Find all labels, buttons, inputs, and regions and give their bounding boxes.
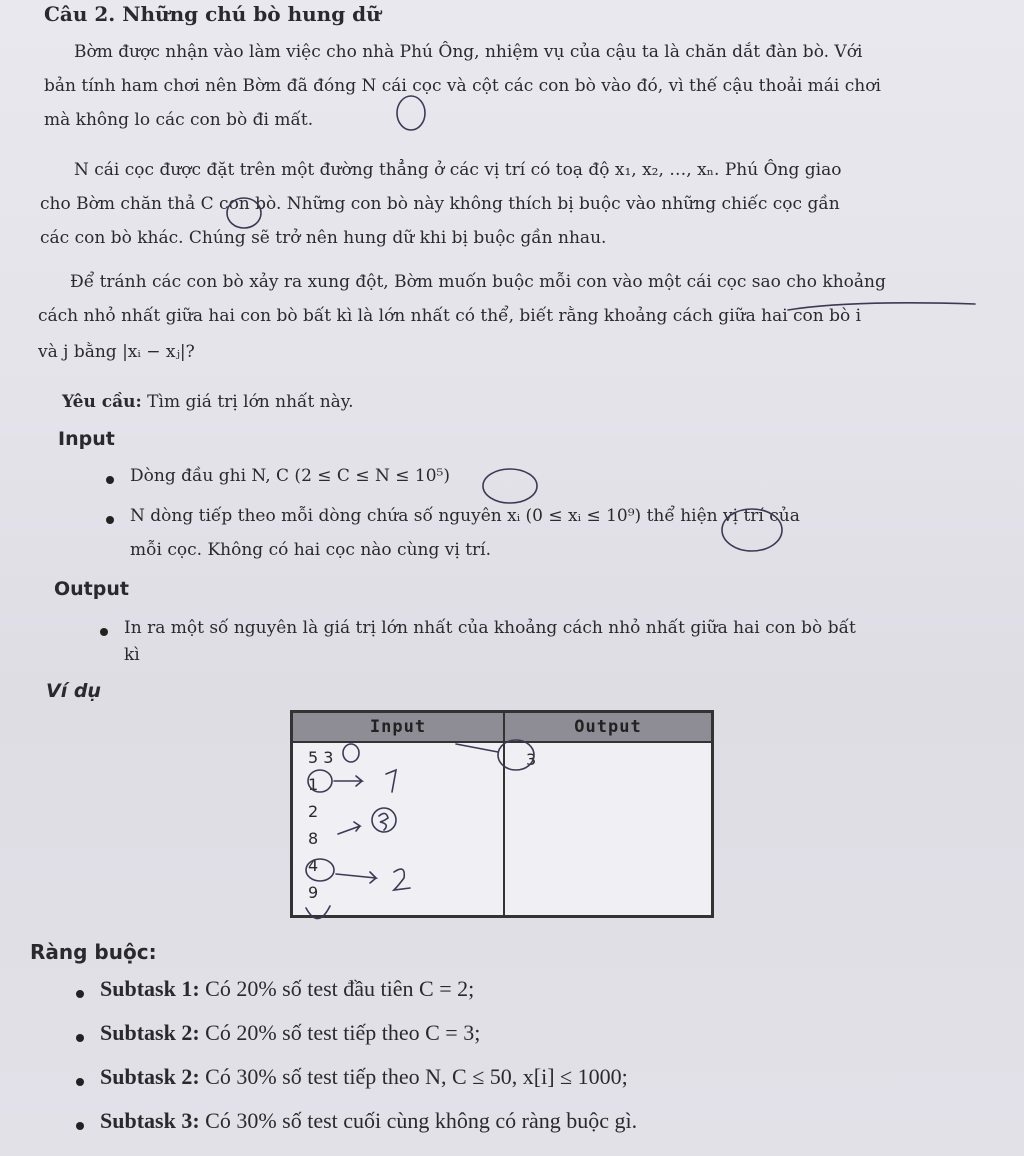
output-bullet-line-1: In ra một số nguyên là giá trị lớn nhất của khoảng cách nhỏ nhất giữa hai con bò bất [124,618,856,638]
subtask-text: Có 30% số test tiếp theo N, C ≤ 50, x[i] ≤ 1000; [205,1064,628,1089]
subtask-label: Subtask 2: [100,1020,200,1045]
example-input-header: Input [292,712,505,743]
para3-line-2: cách nhỏ nhất giữa hai con bò bất kì là lớn nhất có thể, biết rằng khoảng cách giữa hai con bò i [38,306,862,326]
para2-line-1: N cái cọc được đặt trên một đường thẳng ở các vị trí có toạ độ x₁, x₂, …, xₙ. Phú Ông giao [74,160,842,180]
output-heading: Output [54,578,129,600]
subtask-item [100,1064,628,1090]
bullet-dot [76,1122,84,1130]
circle-mark [722,509,782,551]
para3-line-1: Để tránh các con bò xảy ra xung đột, Bờm muốn buộc mỗi con vào một cái cọc sao cho khoảng [70,272,886,292]
subtask-label: Subtask 2: [100,1064,200,1089]
input-bullet-2-line-2: mỗi cọc. Không có hai cọc nào cùng vị trí. [130,540,492,560]
subtask-text: Có 30% số test cuối cùng không có ràng buộc gì. [205,1108,638,1133]
subtask-label: Subtask 3: [100,1108,200,1133]
arrow-mark [336,872,376,883]
stroke-mark [306,906,330,919]
bullet-dot [76,990,84,998]
example-heading: Ví dụ [46,680,101,702]
example-output-value: 3 [526,750,537,769]
input-bullet-1: Dòng đầu ghi N, C (2 ≤ C ≤ N ≤ 10⁵) [130,466,450,486]
subtask-text: Có 20% số test tiếp theo C = 3; [205,1020,481,1045]
circle-mark [227,198,261,228]
example-output-header: Output [504,712,713,743]
example-input-line: 8 [308,829,319,848]
constraints-heading: Ràng buộc: [30,940,157,964]
example-input-line: 1 [308,775,319,794]
handwritten-two [394,869,410,890]
example-input-line: 5 3 [308,748,334,767]
request-label: Yêu cầu: [62,392,142,412]
subtask-label: Subtask 1: [100,976,200,1001]
output-bullet-line-2: kì [124,645,140,665]
bullet-dot [76,1078,84,1086]
circle-mark [306,859,334,881]
arrow-mark [338,822,360,834]
intro-line-1: Bờm được nhận vào làm việc cho nhà Phú Ông, nhiệm vụ của cậu ta là chăn dắt đàn bò. Với [74,42,863,62]
para2-line-3: các con bò khác. Chúng sẽ trở nên hung dữ khi bị buộc gần nhau. [40,228,607,248]
input-heading: Input [58,428,115,450]
subtask-item [100,1020,480,1046]
circle-mark [308,770,332,792]
para3-line-3: và j bằng |xᵢ − xⱼ|? [38,342,195,362]
subtask-text: Có 20% số test đầu tiên C = 2; [205,976,475,1001]
request-text: Tìm giá trị lớn nhất này. [147,392,354,412]
circle-mark [397,96,425,130]
handwritten-three [379,813,388,830]
example-input-line: 9 [308,883,319,902]
underline-mark [788,303,975,310]
subtask-item [100,1108,637,1134]
page-title: Câu 2. Những chú bò hung dữ [44,2,381,26]
circle-mark [498,740,534,770]
subtask-item [100,976,474,1002]
stroke-mark [456,744,498,752]
circle-mark [343,744,359,762]
intro-line-3: mà không lo các con bò đi mất. [44,110,314,130]
handwritten-one [386,770,396,792]
example-input-line: 2 [308,802,319,821]
example-input-line: 4 [308,856,319,875]
input-bullet-2-line-1: N dòng tiếp theo mỗi dòng chứa số nguyên xᵢ (0 ≤ xᵢ ≤ 10⁹) thể hiện vị trí của [130,506,800,526]
circle-mark [483,469,537,503]
para2-line-2: cho Bờm chăn thả C con bò. Những con bò này không thích bị buộc vào những chiếc cọc gần [40,194,840,214]
arrow-mark [334,776,362,786]
intro-line-2: bản tính ham chơi nên Bờm đã đóng N cái cọc và cột các con bò vào đó, vì thế cậu thoải mái chơi [44,76,881,96]
bullet-dot [76,1034,84,1042]
